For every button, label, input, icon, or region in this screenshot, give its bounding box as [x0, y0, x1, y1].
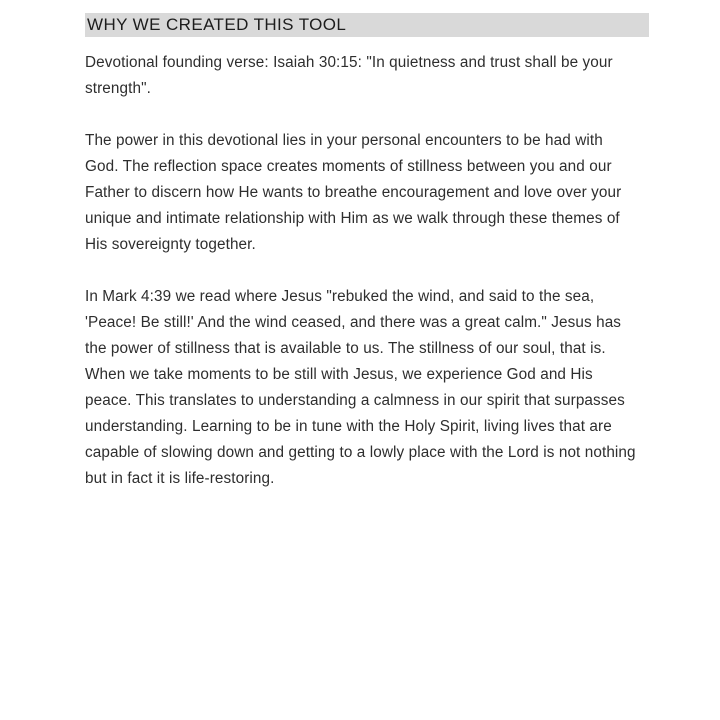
paragraph-devotional-power: The power in this devotional lies in your personal encounters to be had with God. The reflection space creates moments of stillness between you and our Father to discern how He wants to breathe encouragement and love over your unique and intimate relationship with Him as we walk through these themes of His sovereignty together.: [85, 132, 622, 253]
article-body: [85, 50, 637, 492]
section-header-bar: [85, 13, 649, 37]
paragraph-mark-stillness: In Mark 4:39 we read where Jesus "rebuked the wind, and said to the sea, 'Peace! Be still!' And the wind ceased, and there was a great calm." Jesus has the power of stillness that is available to us. The stillness of our soul, that is. When we take moments to be still with Jesus, we experience God and His peace. This translates to understanding a calmness in our spirit that surpasses understanding. Learning to be in tune with the Holy Spirit, living lives that are capable of slowing down and getting to a lowly place with the Lord is not nothing but in fact it is life-restoring.: [85, 288, 636, 487]
section-title: WHY WE CREATED THIS TOOL: [87, 15, 347, 34]
paragraph-founding-verse: Devotional founding verse: Isaiah 30:15: "In quietness and trust shall be your strength".: [85, 54, 613, 97]
